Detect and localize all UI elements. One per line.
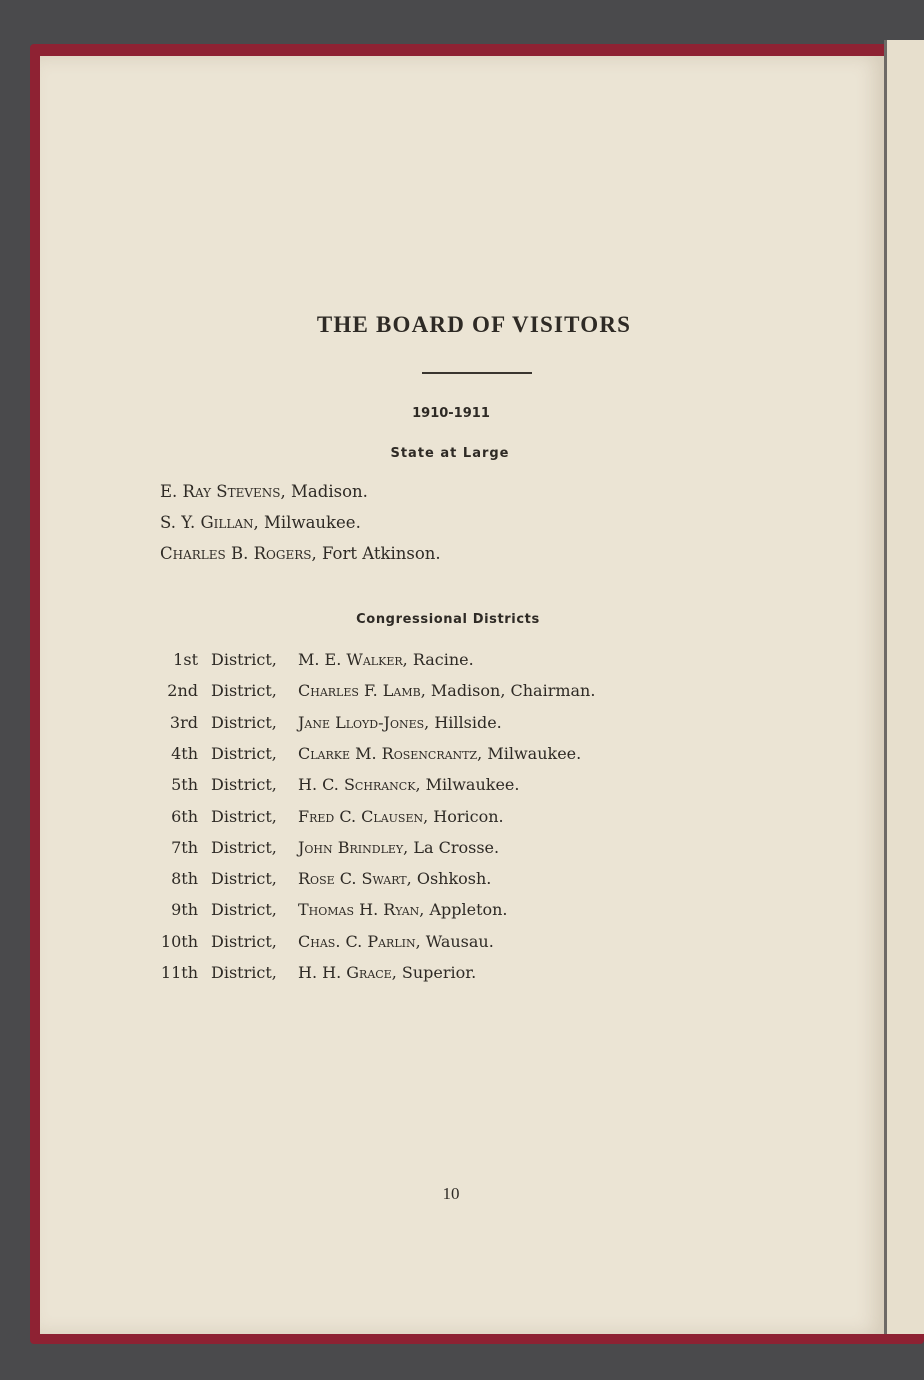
district-member-name: Clarke M. Rosencrantz [298, 743, 478, 763]
district-member: Charles F. Lamb, Madison, Chairman. [298, 681, 596, 701]
district-row [40, 838, 884, 862]
district-member-detail: Horicon. [433, 806, 504, 826]
district-label: District, [211, 869, 277, 889]
district-label: District, [211, 806, 277, 826]
district-member-detail: Appleton. [429, 900, 508, 920]
state-member-place: Fort Atkinson. [321, 544, 441, 563]
district-member: Rose C. Swart, Oshkosh. [298, 869, 492, 889]
state-member-name: Charles B. Rogers [160, 544, 312, 563]
district-label: District, [211, 743, 277, 763]
book-page [40, 56, 884, 1334]
state-member-place: Madison. [291, 482, 368, 501]
adjacent-page-edge [884, 40, 924, 1334]
district-row [40, 744, 884, 768]
district-member-detail: Milwaukee. [487, 743, 582, 763]
district-row [40, 713, 884, 737]
district-member-name: John Brindley [298, 837, 404, 857]
district-member-name: Chas. C. Parlin [298, 931, 416, 951]
state-at-large-heading: State at Large [390, 446, 510, 461]
district-member: Fred C. Clausen, Horicon. [298, 806, 504, 826]
state-member-line: S. Y. Gillan, Milwaukee. [160, 513, 361, 532]
district-ordinal: 7th [171, 837, 198, 857]
district-ordinal: 9th [171, 900, 198, 920]
page-number: 10 [442, 1184, 460, 1203]
district-member-detail: La Crosse. [413, 837, 500, 857]
district-ordinal: 3rd [169, 712, 198, 732]
district-member-detail: Wausau. [425, 931, 494, 951]
district-row [40, 869, 884, 893]
district-member-detail: Milwaukee. [425, 775, 520, 795]
district-ordinal: 8th [171, 869, 198, 889]
district-row [40, 963, 884, 987]
district-label: District, [211, 900, 277, 920]
district-member-name: Rose C. Swart [298, 869, 407, 889]
district-member: H. C. Schranck, Milwaukee. [298, 775, 520, 795]
district-member-name: H. C. Schranck [298, 775, 416, 795]
district-member: Clarke M. Rosencrantz, Milwaukee. [298, 743, 582, 763]
title-divider [422, 372, 532, 374]
district-member-name: Thomas H. Ryan [298, 900, 420, 920]
district-member-detail: Racine. [412, 650, 474, 669]
district-ordinal: 10th [160, 931, 198, 951]
district-member-name: H. H. Grace [298, 963, 392, 982]
state-member-line: E. Ray Stevens, Madison. [160, 482, 368, 501]
district-ordinal: 1st [173, 650, 198, 669]
district-member: M. E. Walker, Racine. [298, 650, 474, 669]
district-label: District, [211, 650, 277, 669]
district-member-detail: Superior. [401, 963, 477, 982]
district-member-detail: Hillside. [434, 712, 502, 732]
congressional-districts-heading: Congressional Districts [356, 612, 540, 627]
district-label: District, [211, 931, 277, 951]
year-heading: 1910-1911 [412, 406, 490, 421]
page-title: THE BOARD OF VISITORS [316, 312, 632, 337]
district-label: District, [211, 963, 277, 982]
district-row [40, 650, 884, 674]
district-member: John Brindley, La Crosse. [298, 837, 500, 857]
state-member-line: Charles B. Rogers, Fort Atkinson. [160, 544, 441, 563]
district-label: District, [211, 681, 277, 701]
district-label: District, [211, 837, 277, 857]
district-ordinal: 4th [171, 743, 198, 763]
state-member-name: E. Ray Stevens [160, 482, 281, 501]
district-ordinal: 2nd [167, 681, 198, 701]
district-row [40, 900, 884, 924]
district-member-name: M. E. Walker [298, 650, 403, 669]
district-ordinal: 6th [171, 806, 198, 826]
district-ordinal: 5th [171, 775, 198, 795]
district-row [40, 681, 884, 705]
district-member: Thomas H. Ryan, Appleton. [298, 900, 508, 920]
district-row [40, 932, 884, 956]
district-ordinal: 11th [160, 963, 198, 982]
district-member-detail: Oshkosh. [416, 869, 492, 889]
district-member: Chas. C. Parlin, Wausau. [298, 931, 494, 951]
district-member-detail: Madison, Chairman. [430, 681, 596, 701]
district-member: Jane Lloyd-Jones, Hillside. [298, 712, 502, 732]
district-label: District, [211, 775, 277, 795]
district-member-name: Fred C. Clausen [298, 806, 424, 826]
district-member-name: Charles F. Lamb [298, 681, 421, 701]
district-row [40, 775, 884, 799]
district-member: H. H. Grace, Superior. [298, 963, 477, 982]
district-row [40, 807, 884, 831]
district-label: District, [211, 712, 277, 732]
state-member-name: S. Y. Gillan [160, 513, 254, 532]
district-member-name: Jane Lloyd-Jones [298, 712, 425, 732]
state-member-place: Milwaukee. [264, 513, 361, 532]
